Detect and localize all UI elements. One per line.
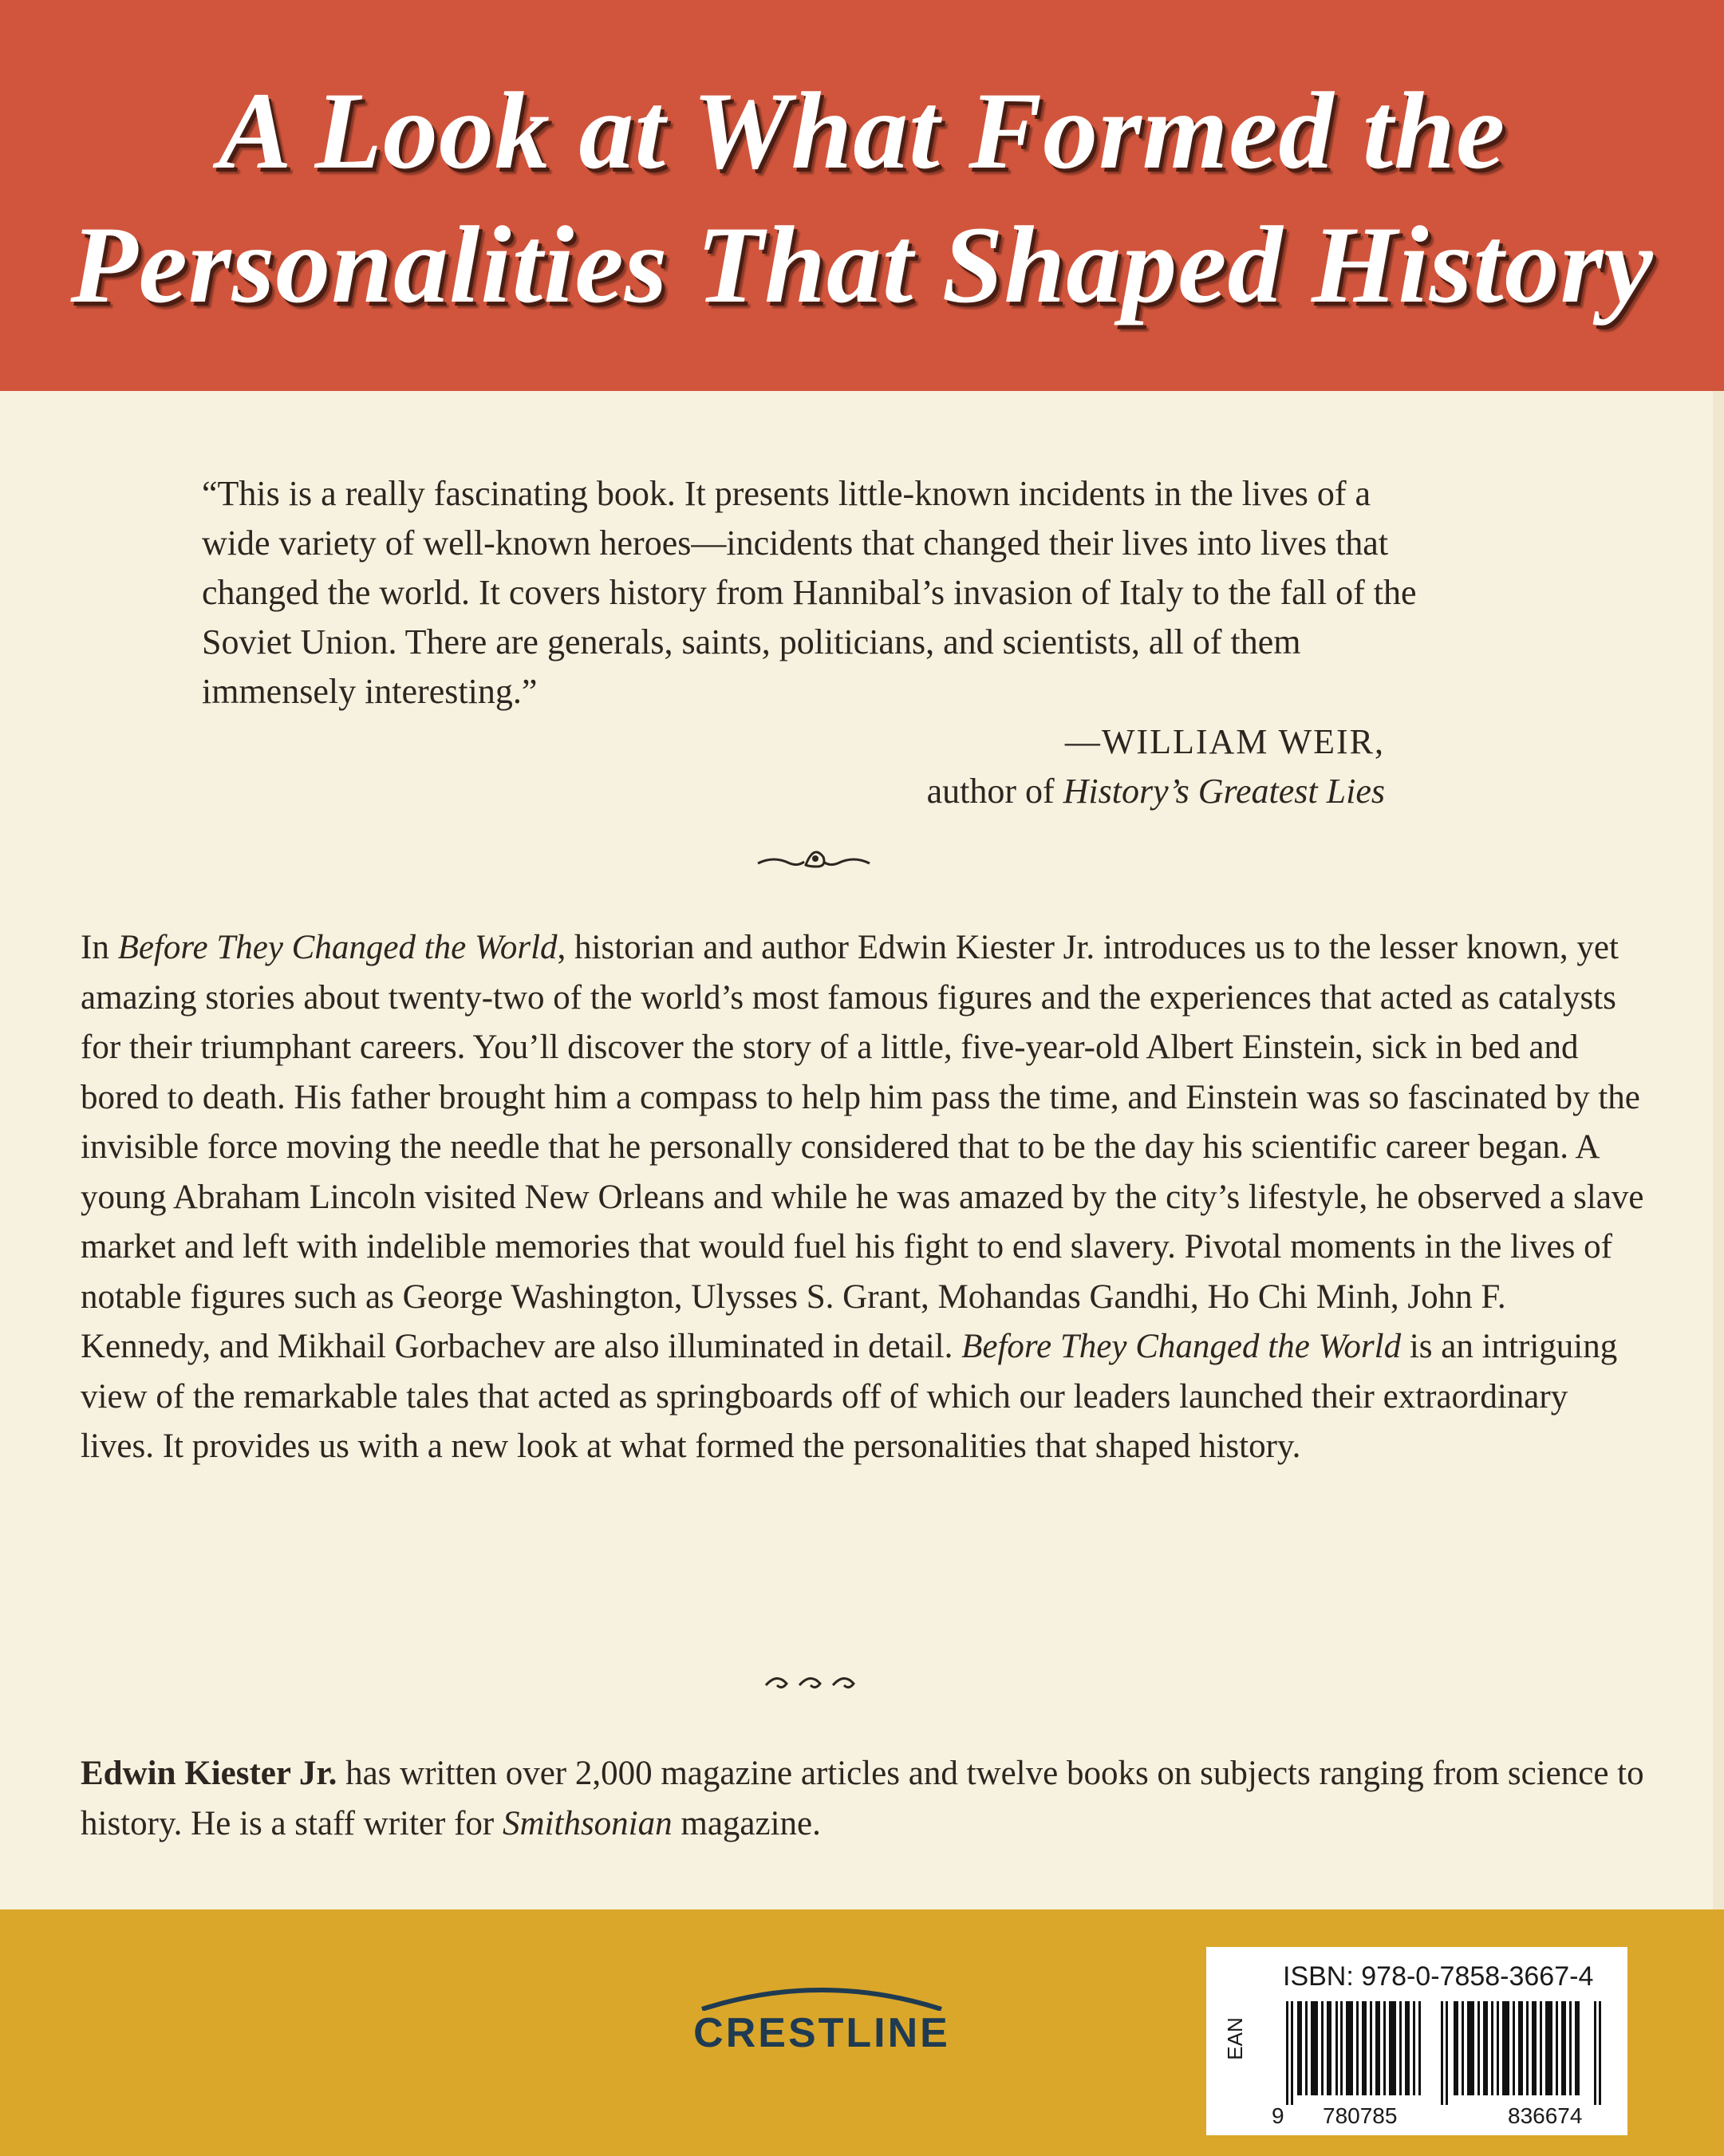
quote-attribution [667, 717, 1385, 816]
headline-line-2: Personalities That Shaped History [70, 203, 1654, 326]
publisher-logo [686, 1963, 957, 2059]
headline [0, 64, 1724, 332]
publisher-name: CRESTLINE [693, 2010, 950, 2056]
author-bio [81, 1749, 1644, 1849]
headline-line-1: A Look at What Formed the [218, 69, 1506, 192]
barcode-digits-right: 836674 [1508, 2103, 1583, 2128]
author-bio-text-2: magazine. [672, 1804, 821, 1842]
author-bio-text-1: has written over 2,000 magazine articles and twelve books on subjects ranging from science to history. He is a staff writer for [81, 1755, 1644, 1842]
book-title-1: Before They Changed the World [117, 929, 558, 966]
book-title-2: Before They Changed the World [961, 1328, 1402, 1365]
attribution-name: —WILLIAM WEIR, [1064, 722, 1385, 761]
book-description [81, 923, 1644, 1472]
publisher-arc-icon [686, 1963, 957, 2011]
flourish-ornament-icon [750, 839, 878, 879]
triple-flourish-ornament-icon [750, 1666, 878, 1698]
attribution-source [667, 767, 1385, 816]
spine-edge [1713, 391, 1724, 1909]
magazine-name: Smithsonian [503, 1804, 673, 1842]
endorsement-quote [202, 469, 1446, 717]
quote-text: “This is a really fascinating book. It presents little-known incidents in the lives of a wide variety of well-known heroes—incidents that changed their lives into lives that changed the world. It covers history from Hannibal’s invasion of Italy to the fall of the Soviet Union. There are generals, saints, politicians, and scientists, all of them immensely interesting.” [202, 474, 1417, 711]
author-name: Edwin Kiester Jr. [81, 1755, 337, 1792]
attribution-book-title: History’s Greatest Lies [1063, 772, 1385, 811]
description-intro: In [81, 929, 109, 966]
ean-label: EAN [1223, 2017, 1247, 2060]
barcode-digits-left: 780785 [1323, 2103, 1398, 2128]
description-body-2: is an intriguing view of the remarkable tales that acted as springboards off of which our leaders launched their extraordinary lives. It provides us with a new look at what formed the personalities that shaped history. [81, 1328, 1618, 1465]
description-body-1: , historian and author Edwin Kiester Jr. introduces us to the lesser known, yet amazing stories about twenty-two of the world’s most famous figures and the experiences that acted as catalysts for their triumphant careers. You’ll discover the story of a little, five-year-old Albert Einstein, sick in bed and bored to death. His father brought him a compass to help him pass the time, and Einstein was so fascinated by the invisible force moving the needle that he personally considered that to be the day his scientific career began. A young Abraham Lincoln visited New Orleans and while he was amazed by the city’s lifestyle, he observed a slave market and left with indelible memories that would fuel his fight to end slavery. Pivotal moments in the lives of notable figures such as George Washington, Ulysses S. Grant, Mohandas Gandhi, Ho Chi Minh, John F. Kennedy, and Mikhail Gorbachev are also illuminated in detail. [81, 929, 1644, 1365]
barcode-digit-first: 9 [1272, 2103, 1284, 2128]
attribution-prefix: author of [926, 772, 1055, 811]
barcode-icon [1283, 2001, 1610, 2105]
isbn-number: ISBN: 978-0-7858-3667-4 [1283, 1961, 1594, 1992]
barcode-label [1206, 1947, 1627, 2135]
